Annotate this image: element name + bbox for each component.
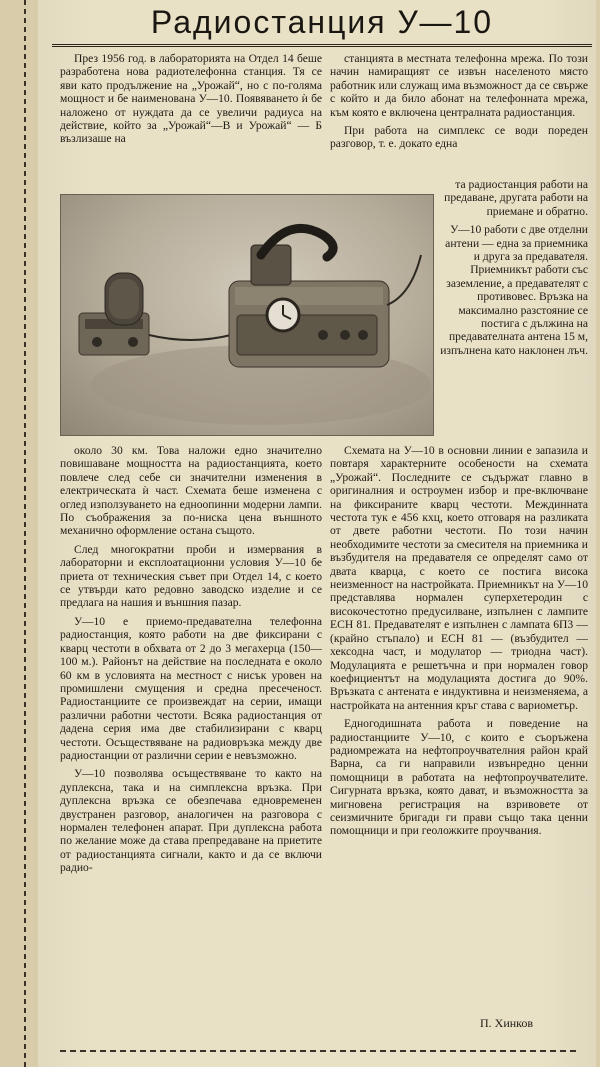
paragraph: През 1956 год. в лабораторията на Отдел 14 беше разработена нова радиотелефонна станция. Тя се яви като продължение на „Урожай“, но с по-голяма мощност и бе наименована У—10. Появяването ѝ бе наложено от нуждата да се увеличи радиуса на действие, който за „Урожай“—В и Урожай“ — Б възлизаше на — [60, 52, 322, 146]
headline-box — [52, 0, 592, 47]
column-right-bottom — [330, 444, 588, 1014]
paragraph: У—10 е приемо-предавателна телефонна радиостанция, която работи на две фиксирани с кварц честоти в обхвата от 2 до 3 мегахерца (150—100 м.). Районът на действие на последната е около 60 км в условията на местност с нисък уровен на промишлени смущения и средна пресеченост. Радиостанциите се произвеждат на серии, имащи различни работни честоти. Всяка радиостанция от дадена серия има две стабилизирани с кварц честоти. Осъществяване на радиовръзка между две радиостанции от различни серии е невъзможно. — [60, 614, 322, 762]
paragraph: станцията в местната телефонна мрежа. По този начин намиращият се извън населеното място работник или служащ има възможност да се свърже с който и да било абонат на телефонната мрежа, към която е включена централната радиостанция. — [330, 52, 588, 119]
paragraph: около 30 км. Това наложи едно значително повишаване мощността на радиостанцията, което повлече след себе си значителни изменения в електрическата ѝ част. Схемата беше изменена с оглед използуването на едноопинни модерни лампи. По съображения за по-ниска цена външното механично оформление остана същото. — [60, 444, 322, 538]
headline: Радиостанция У—10 — [150, 3, 494, 40]
cut-line-left — [24, 0, 26, 1067]
column-right-middle — [438, 178, 588, 440]
author-signature: П. Хинков — [480, 1016, 534, 1030]
paragraph: У—10 работи с две отделни антени — една за приемника и друга за предавателя. Приемникът работи със заземление, а предавателят с противовес. Връзка на максимално разстояние се постига с дължина на предавателната антена 15 м, изпълнена като наклонен лъч. — [440, 223, 588, 357]
paragraph: Схемата на У—10 в основни линии е запазила и повтаря характерните особености на схемата „Урожай“. Последните се съдържат главно в оригиналния и остроумен избор и пре-включване на фиксираните кварц честоти. Междинната честота тук е 456 кхц, което отговаря на разликата от двете работни честоти. По този начин необходимите честоти за смесителя на приемника и възбудителя на предавателя се определят само от двата кварца, с което се постига висока неизменност на настройката. Приемникът на У—10 представлява нормален суперхетеродин с високочестотно предусилване, изпълнен с лампите ЕСН 81. Предавателят е изпълнен с лампата 6П3 — (крайно стъпало) и ЕСН 81 — (възбудител — хексодна част, и модулатор — триодна част). Модулацията е решетъчна и при нормален говор коефициентът на модулацията достига до 90%. Връзката с антената е индуктивна и неизменяема, а настройката на антенния кръг става с вариометър. — [330, 444, 588, 712]
paragraph: След многократни проби и измервания в лабораторни и експлоатационни условия У—10 бе приета от техническия съвет при Отдел 14, с което се утвърди като редовно заводско изделие и се предлага на нашия и външния пазар. — [60, 542, 322, 610]
cut-line-bottom — [60, 1050, 580, 1052]
paragraph: Едногодишната работа и поведение на радиостанциите У—10, с които е съоръжена радиомрежата на нефтопроучвателния район край Варна, са ги направили извънредно ценни помощници в работата на нефтопроучвателите. Сигурната връзка, която дават, и възможността за мигновена регистрация на взривовете от сеизмичните бригади ги прави също така ценни помощници и при геоложките проучвания. — [330, 717, 588, 838]
radio-station-illustration — [61, 195, 433, 435]
column-left-top — [60, 52, 322, 194]
column-left-bottom — [60, 444, 322, 1044]
radio-station-photo — [60, 194, 434, 436]
column-right-top — [330, 52, 588, 178]
paragraph: У—10 позволява осъществяване то както на дуплексна, така и на симплексна връзка. При дуплексна връзка се обезпечава едновременен двустранен разговор, аналогичен на разговора с нормален телефонен апарат. При дуплексна работа по желание може да става препредаване на приетите от радиостанцията сигнали, както и да се включи радио- — [60, 767, 322, 875]
paragraph: та радиостанция работи на предаване, другата работи на приемане и обратно. — [444, 178, 588, 218]
paragraph: При работа на симплекс се води поредeн разговор, т. е. докато една — [330, 124, 588, 151]
